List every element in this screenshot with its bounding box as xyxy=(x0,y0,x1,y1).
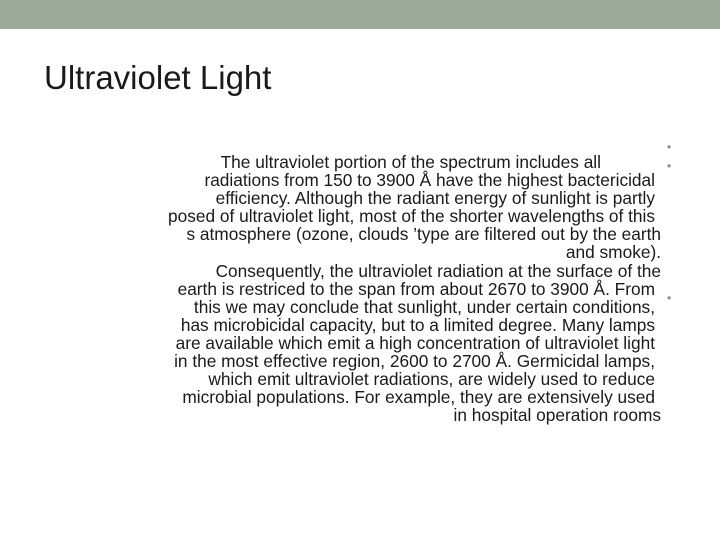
body-line: are available which emit a high concentration of ultraviolet light xyxy=(175,332,655,353)
body-line: earth is restriced to the span from about 2670 to 3900 Å. From xyxy=(177,278,655,299)
bullet-icon: • xyxy=(667,140,672,154)
slide-title: Ultraviolet Light xyxy=(44,59,272,96)
top-accent-bar xyxy=(0,0,720,29)
body-line: in the most effective region, 2600 to 2700 Å. Germicidal lamps, xyxy=(174,351,655,372)
body-line: The ultraviolet portion of the spectrum includes all xyxy=(220,152,601,172)
body-line: posed of ultraviolet light, most of the shorter wavelengths of this xyxy=(167,206,655,227)
body-line: this we may conclude that sunlight, under certain conditions, xyxy=(193,296,655,317)
bullet-icon: • xyxy=(667,291,672,305)
bullet-icon: • xyxy=(667,159,672,173)
body-line: in hospital operation rooms xyxy=(453,405,661,426)
body-line: which emit ultraviolet radiations, are widely used to reduce xyxy=(208,369,655,390)
body-line: s atmosphere (ozone, clouds ’type are filtered out by the earth xyxy=(186,224,661,245)
body-text xyxy=(28,153,661,424)
body-line: efficiency. Although the radiant energy of sunlight is partly xyxy=(215,188,655,209)
body-line: microbial populations. For example, they are extensively used xyxy=(182,387,655,408)
body-line: Consequently, the ultraviolet radiation at the surface of the xyxy=(215,260,661,281)
body-line: has microbicidal capacity, but to a limited degree. Many lamps xyxy=(180,314,655,335)
body-line: and smoke). xyxy=(565,242,661,263)
body-line: radiations from 150 to 3900 Å have the highest bactericidal xyxy=(204,170,655,191)
